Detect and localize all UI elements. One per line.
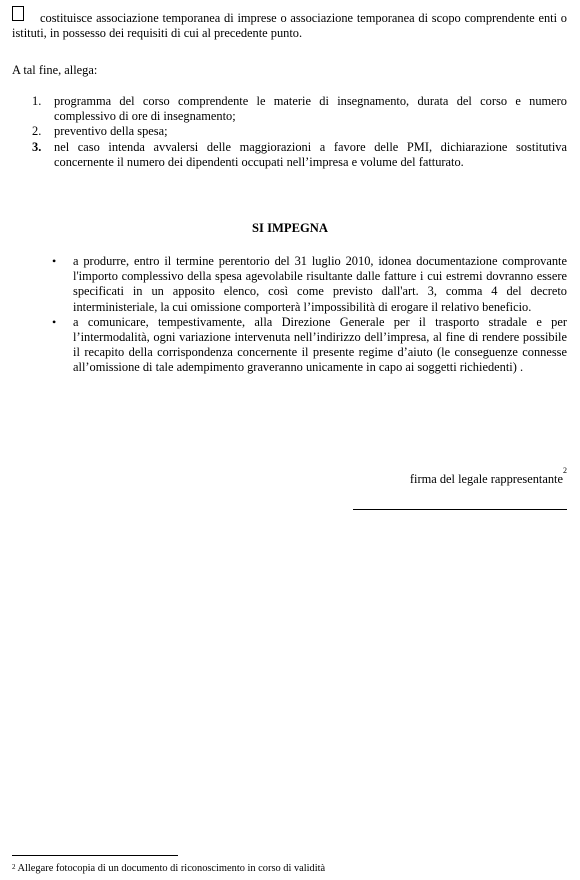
- bullet-icon: •: [52, 314, 57, 329]
- bullet-icon: •: [52, 254, 57, 268]
- list-item-number: 1.: [32, 94, 42, 108]
- list-item-text: preventivo della spesa;: [54, 124, 168, 139]
- list-item: [12, 94, 567, 124]
- footnote-marker: 2: [12, 863, 16, 871]
- list-item: [12, 140, 567, 170]
- list-item-number: 3.: [32, 139, 42, 154]
- section-heading: SI IMPEGNA: [252, 221, 328, 235]
- footnote-divider: [12, 855, 178, 856]
- list-item-text: nel caso intenda avvalersi delle maggiorazioni a favore delle PMI, dichiarazione sostitutiva concernente il numero dei dipendenti occupati nell’impresa e volume del fatturato.: [54, 139, 567, 169]
- footnote-text: Allegare fotocopia di un documento di riconoscimento in corso di validità: [17, 863, 326, 874]
- list-item: [12, 124, 567, 139]
- allegati-list: [12, 94, 567, 170]
- list-item-text: a comunicare, tempestivamente, alla Direzione Generale per il trasporto stradale e per l’intermodalità, ogni variazione intervenuta nell’indirizzo dell’impresa, al fine di rendere possibile il recapito della corrispondenza concernente il presente regime d’aiuto (le conseguenze connesse all’omissione di tale adempimento graveranno unicamente in capo ai soggetti richiedenti) .: [73, 314, 567, 375]
- allega-label: A tal fine, allega:: [12, 63, 98, 77]
- intro-paragraph: [12, 11, 567, 41]
- list-item-text: a produrre, entro il termine perentorio del 31 luglio 2010, idonea documentazione comprovante l'importo complessivo della spesa agevolabile risultante dalle fatture i cui estremi dovranno essere specificati in un apposito elenco, così come previsto dall'art. 3, comma 4 del decreto interministeriale, la cui omissione comporterà l’impossibilità di erogare il relativo beneficio.: [73, 254, 567, 314]
- signature-label-text: firma del legale rappresentante: [409, 472, 563, 486]
- signature-line: [353, 509, 567, 510]
- footnote-reference: 2: [563, 466, 567, 475]
- impegni-list: [12, 254, 567, 376]
- list-item: [12, 254, 567, 315]
- list-item: [12, 315, 567, 376]
- intro-text: costituisce associazione temporanea di imprese o associazione temporanea di scopo comprendente enti o istituti, in possesso dei requisiti di cui al precedente punto.: [12, 11, 567, 41]
- footnote: [12, 863, 325, 875]
- list-item-number: 2.: [32, 124, 42, 139]
- list-item-text: programma del corso comprendente le materie di insegnamento, durata del corso e numero complessivo di ore di insegnamento;: [54, 94, 567, 124]
- signature-label: [409, 466, 567, 487]
